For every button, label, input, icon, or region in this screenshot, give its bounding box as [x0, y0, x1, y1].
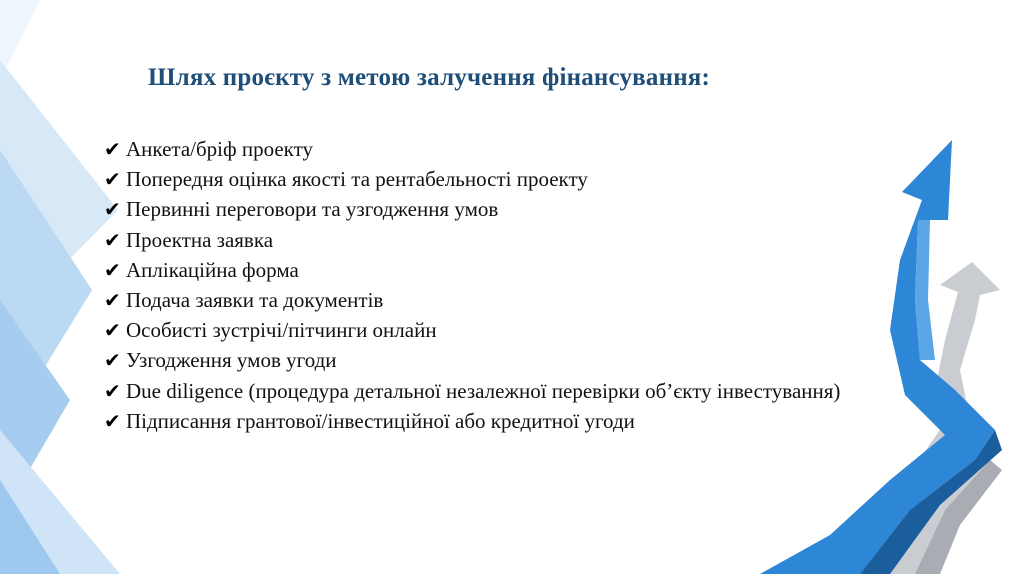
step-text: Первинні переговори та узгодження умов — [126, 197, 499, 222]
list-item — [104, 345, 864, 375]
step-text: Анкета/бріф проекту — [126, 137, 314, 161]
checkmark-icon: ✔ — [104, 197, 121, 222]
checkmark-icon: ✔ — [104, 348, 121, 373]
step-text: Узгодження умов угоди — [126, 348, 337, 373]
checkmark-icon: ✔ — [104, 378, 121, 403]
step-text: Подача заявки та документів — [126, 288, 384, 313]
step-text: Підписання грантової/інвестиційної або кредитної угоди — [126, 408, 635, 433]
step-text: Due diligence (процедура детальної незалежної перевірки об’єкту інвестування) — [126, 378, 841, 403]
list-item — [104, 315, 864, 345]
list-item — [104, 194, 864, 224]
checkmark-icon: ✔ — [104, 288, 121, 313]
checkmark-icon: ✔ — [104, 318, 121, 343]
checkmark-icon: ✔ — [104, 227, 121, 252]
checkmark-icon: ✔ — [104, 137, 121, 161]
step-text: Особисті зустрічі/пітчинги онлайн — [126, 318, 437, 343]
slide-title: Шлях проєкту з метою залучення фінансування: — [148, 64, 711, 91]
list-item — [104, 225, 864, 255]
list-item — [104, 406, 864, 436]
step-text: Попередня оцінка якості та рентабельності проекту — [126, 167, 588, 192]
step-text: Аплікаційна форма — [126, 257, 299, 282]
funding-steps-list — [104, 134, 864, 436]
list-item — [104, 134, 864, 164]
checkmark-icon: ✔ — [104, 167, 121, 192]
step-text: Проектна заявка — [126, 227, 274, 252]
list-item — [104, 255, 864, 285]
list-item — [104, 376, 864, 406]
checkmark-icon: ✔ — [104, 257, 121, 282]
checkmark-icon: ✔ — [104, 408, 121, 433]
list-item — [104, 164, 864, 194]
list-item — [104, 285, 864, 315]
